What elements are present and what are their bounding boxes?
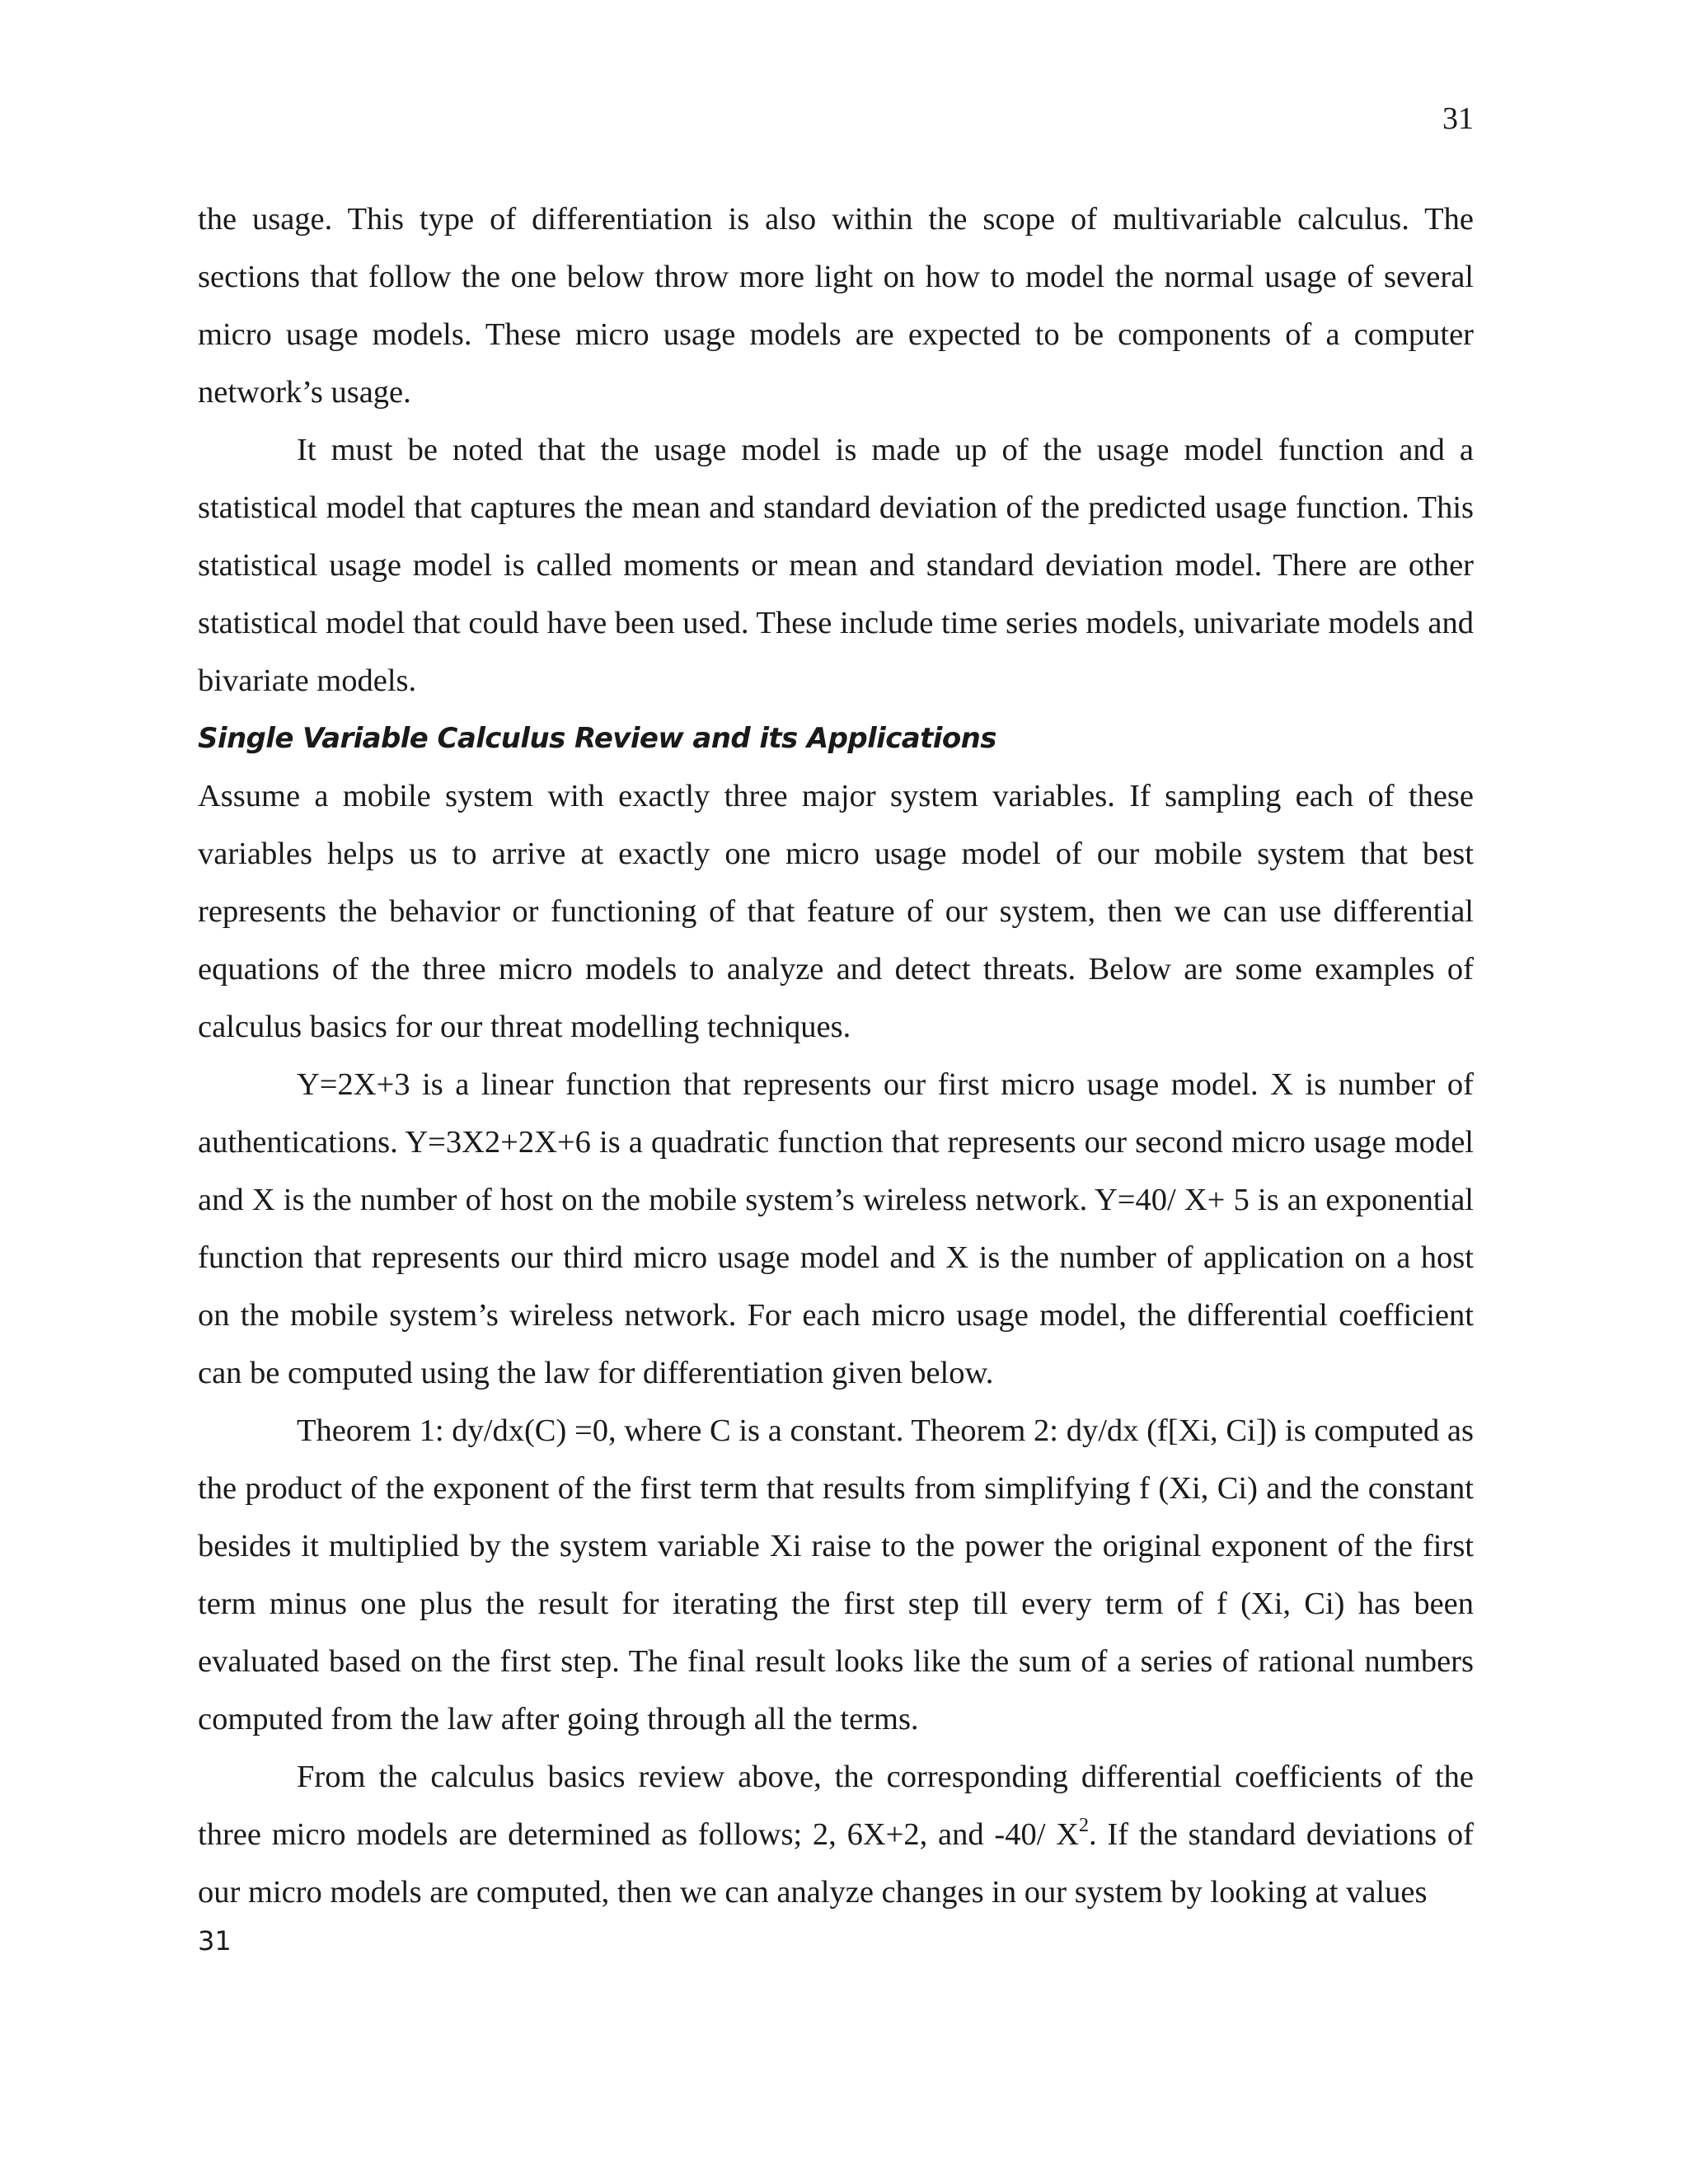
paragraph-4: Y=2X+3 is a linear function that represents our first micro usage model. X is number of authentications. Y=3X2+2X+6 is a quadratic function that represents our second micro usage model and X is the number of host on the mobile system’s wireless network. Y=40/ X+ 5 is an exponential function that represents our third micro usage model and X is the number of application on a host on the mobile system’s wireless network. For each micro usage model, the differential coefficient can be computed using the law for differentiation given below. [198,1067,1474,1390]
paragraph-2: It must be noted that the usage model is made up of the usage model function and a statistical model that captures the mean and standard deviation of the predicted usage function. This statistical usage model is called moments or mean and standard deviation model. There are other statistical model that could have been used. These include time series models, univariate models and bivariate models. [198,433,1474,698]
paragraph-5: Theorem 1: dy/dx(C) =0, where C is a constant. Theorem 2: dy/dx (f[Xi, Ci]) is computed as the product of the exponent of the first term that results from simplifying f (Xi, Ci) and the constant besides it multiplied by the system variable Xi raise to the power the original exponent of the first term minus one plus the result for iterating the first step till every term of f (Xi, Ci) has been evaluated based on the first step. The final result looks like the sum of a series of rational numbers computed from the law after going through all the terms. [198,1413,1474,1736]
paragraph-6-text-a: From the calculus basics review above, the corresponding differential coefficients of the three micro models are determined as follows; 2, 6X+2, and -40/ X [198,1760,1474,1852]
page-number-bottom: 31 [198,1925,232,1957]
exponent-superscript: 2 [1079,1815,1090,1837]
document-body [198,190,1474,1921]
paragraph-6-text-b: . If the standard deviations of our micro models are computed, then we can analyze changes in our system by looking at values [198,1817,1475,1910]
section-heading: Single Variable Calculus Review and its Applications [198,722,996,755]
paragraph-6 [198,1748,1474,1921]
paragraph-3: Assume a mobile system with exactly three major system variables. If sampling each of these variables helps us to arrive at exactly one micro usage model of our mobile system that best represents the behavior or functioning of that feature of our system, then we can use differential equations of the three micro models to analyze and detect threats. Below are some examples of calculus basics for our threat modelling techniques. [198,779,1474,1044]
paragraph-1: the usage. This type of differentiation is also within the scope of multivariable calculus. The sections that follow the one below throw more light on how to model the normal usage of several micro usage models. These micro usage models are expected to be components of a computer network’s usage. [198,202,1474,410]
page-number-top: 31 [1442,101,1474,136]
